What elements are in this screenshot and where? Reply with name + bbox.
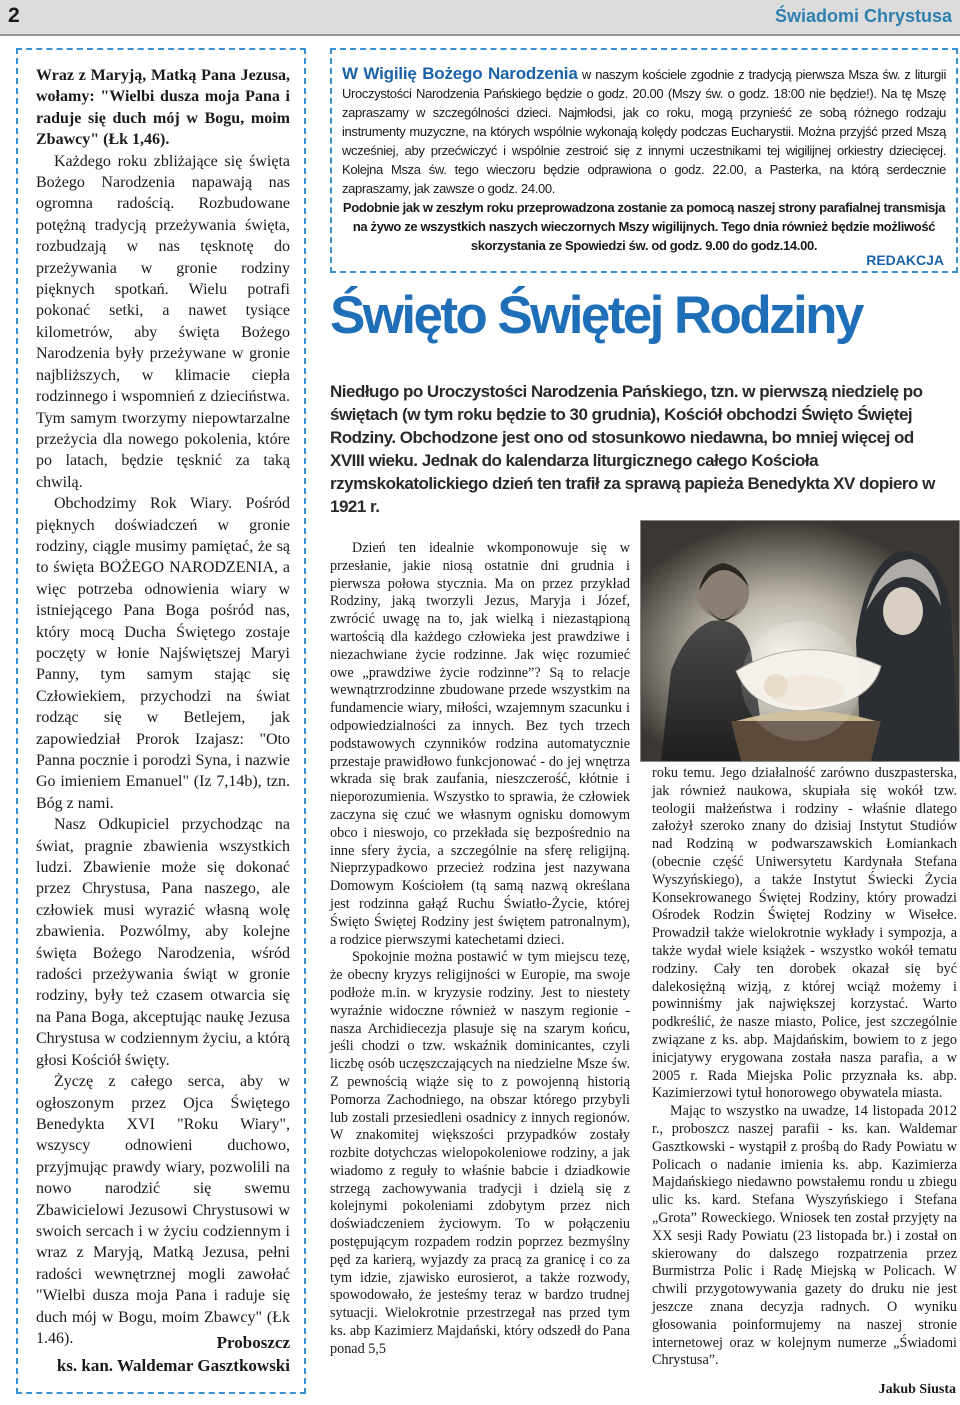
article-middle-column: [330, 540, 630, 1359]
holy-family-painting-icon: [640, 520, 960, 762]
article-lead: Niedługo po Uroczystości Narodzenia Pańskiego, tzn. w pierwszą niedzielę po świętach (w tym roku będzie to 30 grudnia), Kościół obchodzi Święto Świętej Rodziny. Obchodzone jest ono od stosunkowo niedawna, bo mniej więcej od XVIII wieku. Jednak do kalendarza liturgicznego całego Kościoła rzymskokatolickiego dzień ten trafił za sprawą papieża Benedykta XV dopiero w 1921 r.: [330, 382, 935, 516]
article-author: Jakub Siusta: [878, 1382, 956, 1397]
announcement-bold-text: Podobnie jak w zeszłym roku przeprowadzona zostanie za pomocą naszej strony parafialnej transmisja na żywo ze wszystkich naszych wieczornych Mszy wigilijnych. Tego dnia również będzie możliwość skorzystania ze Spowiedzi św. od godz. 9.00 do godz.14.00.: [342, 200, 946, 253]
article-paragraph: Dzień ten idealnie wkomponowuje się w przesłanie, jakie niosą ostatnie dni grudnia i pierwsza połowa stycznia. Ma on przez przykład Rodziny, jaką tworzyli Jezus, Maryja i Józef, zwrócić uwagę na to, jak wielką i niezastąpioną wartością dla każdego człowieka jest prawdziwe i niezachwiane życie rodzinne. Jak więc rozumieć owe „prawdziwe życie rodzinne”? Są to relacje wewnątrzrodzinne zbudowane przede wszystkim na fundamencie wiary, miłości, wzajemnym szacunku i odpowiedzialności za innych. Bez tych trzech podstawowych czynników rodzina automatycznie przestaje prawidłowo funkcjonować - do jej wnętrza wkrada się brak zaufania, nieszczerość, kłótnie i nieporozumienia. Wszystko to sprawia, że człowiek zaczyna się czuć we własnym ognisku domowym obco i nieswojo, co przekłada się bezpośrednio na inne sfery życia, a szczególnie na sferę religijną. Nieprzypadkowo przecież rodzina jest nazywana Domowym Kościołem (tą samą nazwą określana jest rodzinna gałąź Ruchu Światło-Życie, której Święto Świętej Rodziny jest świętem patronalnym), a rodzice pierwszymi katechetami dzieci.: [330, 540, 630, 948]
letter-paragraph: Życzę z całego serca, aby w ogłoszonym przez Ojca Świętego Benedykta XVI "Roku Wiary", wszyscy odnowieni duchowo, przyjmując prawdy wiary, pozwolili na nowo narodzić się swemu Zbawicielowi Jezusowi Chrystusowi w swoich sercach i w życiu codziennym i wraz z Maryją, Matką Jezusa, pełni radości wewnętrznej mogli zawołać "Wielbi dusza moja Pana i raduje się duch mój w Bogu, moim Zbawcy" (Łk 1.46).: [36, 1073, 290, 1347]
announcement: [342, 64, 946, 255]
article-paragraph: Spokojnie można postawić w tym miejscu tezę, że obecny kryzys religijności w Europie, ma swoje podłoże m.in. w kryzysie rodziny. Jest to niestety wyraźnie widoczne również w naszym regionie - nasza Archidiecezja plasuje się na szarym końcu, jeśli chodzi o tzw. wskaźnik dominicantes, czyli liczbę osób uczęszczających na niedzielne Msze św. Z pewnością wiąże się to z powojenną historią Pomorza Zachodniego, na obszar którego przybyli lub zostali przesiedleni osadnicy z innych regionów. W znakomitej większości przypadków zostały rozbite dotychczas wielopokoleniowe rodziny, a jak wiadomo z reguły to właśnie babcie i dziadkowie strzegą zachowywania tradycji i dzielą się z kolejnymi pokoleniami zdobytym przez nich doświadczeniem życiowym. To w połączeniu postępującym rozpadem rodzin poprzez bezmyślny pęd za karierą, wyjazdy za pracą za granicę i co za tym idzie, zjawisko eurosierot, a także rozwody, spowodowało, że jesteśmy teraz w bardzo trudnej sytuacji. Wielokrotnie przestrzegał nas przed tym ks. abp Kazimierz Majdański, który odszedł do Pana ponad 5,5: [330, 949, 630, 1357]
article-paragraph: roku temu. Jego działalność zarówno duszpasterska, jak również naukowa, skupiała się wokół tzw. teologii małżeństwa i rodziny - właśnie dlatego założył szeroko znany do dzisiaj Instytut Studiów nad Rodziną w podwarszawskich Łomiankach (obecnie część Uniwersytetu Kardynała Stefana Wyszyńskiego), a także Instytut Świecki Życia Konsekrowanego Świętej Rodziny, który prowadzi Ośrodek Rodzin Świętej Rodziny w Wisełce. Prowadził także wielokrotnie wykłady i sympozja, a także wydał wiele książek - wszystko wokół tematu rodziny. Cały ten dorobek okazał się być dalekosiężną wizją, z której wciąż możemy i powinniśmy jak największej korzystać. Warto podkreślić, że nasze miasto, Police, jest szczególnie związane z ks. abp. Majdańskim, bowiem to z jego inicjatywy erygowana została nasza parafia, a w 2005 r. Rada Miejska Polic przyznała ks. abp. Kazimierzowi tytuł honorowego obywatela miasta.: [652, 765, 957, 1102]
letter-paragraph: Nasz Odkupiciel przychodząc na świat, pragnie zbawienia wszystkich ludzi. Zbawienie może się dokonać przez Chrystusa, Pana naszego, ale człowiek musi wyrazić własną wolę zbawienia. Pozwólmy, aby kolejne święta Bożego Narodzenia, wśród radości przeżywania świąt w gronie rodziny, były też czasem otwarcia się na Pana Boga, akceptując naukę Jezusa Chrystusa w codziennym życiu, a którą głosi Kościół święty.: [36, 816, 290, 1069]
letter-opening: Wraz z Maryją, Matką Pana Jezusa, wołamy: "Wielbi dusza moja Pana i raduje się duch mój w Bogu, moim Zbawcy" (Łk 1,46).: [36, 67, 290, 149]
pastor-letter: [36, 65, 290, 1349]
announcement-text: w naszym kościele zgodnie z tradycją pierwsza Msza św. z liturgii Uroczystości Narodzenia Pańskiego będzie o godz. 20.00 (Mszy św. o godz. 18:00 nie będzie!). Na tę Mszę zapraszamy w szczególności dzieci. Najmłodsi, jak co roku, mogą przynieść ze sobą różnego rodzaju instrumenty muzyczne, na których wspólnie wykonają kolędy podczas Eucharystii. Można przyjść przed Mszą wcześniej, aby przećwiczyć i wspólnie zestroić się z innymi uczestnikami tej wigilijnej orkiestry dziecięcej. Kolejna Msza św. tego wieczoru będzie odprawiona o godz. 22.00, a Pasterka, na którą serdecznie zapraszamy, jak zawsze o godz. 24.00.: [342, 67, 946, 196]
announcement-lead: W Wigilię Bożego Narodzenia: [342, 64, 578, 83]
signature-name: ks. kan. Waldemar Gasztkowski: [56, 1356, 290, 1375]
publication-title: Świadomi Chrystusa: [774, 6, 952, 26]
article-right-column: [652, 765, 957, 1370]
page-number: 2: [8, 4, 20, 27]
letter-paragraph: Każdego roku zbliżające się święta Bożego Narodzenia napawają nas ogromna radością. Rozbudowane potężną tradycją przeżywania święta, rozbudzają w nas tęsknotę do przeżywania w gronie rodziny pięknych spotkań. Wielu potrafi pokonać setki, a nawet tysiące kilometrów, aby święta Bożego Narodzenia były przeżywane w gronie najbliższych, w klimacie ciepła rodzinnego i wspomnień z dzieciństwa. Tym samym tworzymy niepowtarzalne przeżycia dla nowego pokolenia, które po latach, będzie tęsknić za taką chwilą.: [36, 152, 290, 491]
announcement-signature: REDAKCJA: [866, 252, 944, 268]
signature-title: Proboszcz: [216, 1333, 290, 1352]
article-paragraph: Mając to wszystko na uwadze, 14 listopada 2012 r., proboszcz naszej parafii - ks. kan. Waldemar Gasztkowski - wystąpił z prośbą do Rady Powiatu w Policach o nadanie imienia ks. abp. Kazimierza Majdańskiego niedawno powstałemu rondu u zbiegu ulic ks. kard. Stefana Wyszyńskiego i Stefana „Grota” Roweckiego. Wniosek ten został przyjęty na XX sesji Rady Powiatu (23 listopada br.) i został on skierowany do dalszego rozpatrzenia przez Burmistrza Polic i Radę Miejską w Policach. W chwili przygotowywania gazety do druku nie jest jeszcze znana decyzja radnych. O wyniku głosowania poinformujemy na naszej stronie internetowej oraz w kolejnym numerze „Świadomi Chrystusa”.: [652, 1103, 957, 1369]
article-title: Święto Świętej Rodziny: [330, 286, 862, 345]
letter-paragraph: Obchodzimy Rok Wiary. Pośród pięknych doświadczeń w gronie rodziny, ciągle musimy pamiętać, że są to święta BOŻEGO NARODZENIA, a więc potrzeba odnowienia wiary w istniejącego Pana Boga pośród nas, który mocą Ducha Świętego zostaje poczęty w łonie Najświętszej Maryi Panny, tym samym stając się Człowiekiem, przychodzi na świat rodząc się w Betlejem, jak zapowiedział Prorok Izajasz: "Oto Panna pocznie i porodzi Syna, i nazwie Go imieniem Emanuel" (Iz 7,14b), tzn. Bóg z nami.: [36, 495, 290, 812]
page-header: [0, 0, 960, 36]
